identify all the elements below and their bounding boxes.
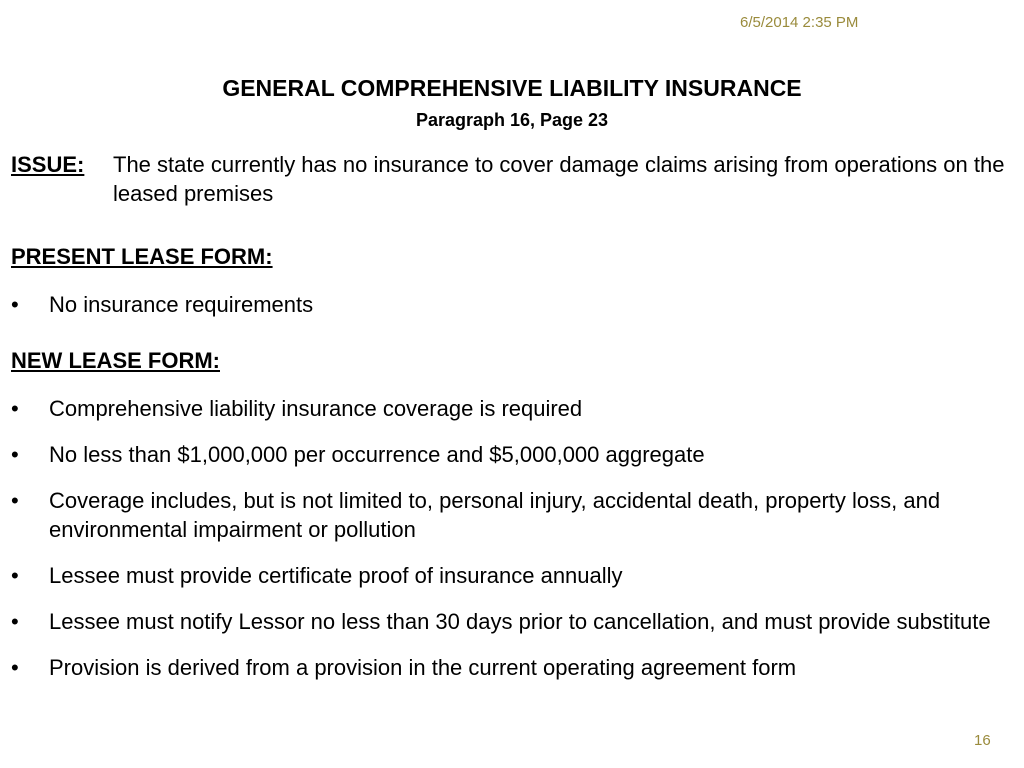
new-lease-list <box>11 394 1001 699</box>
slide-datetime: 6/5/2014 2:35 PM <box>740 14 859 31</box>
bullet-icon: • <box>11 292 19 317</box>
list-item <box>11 394 1001 423</box>
issue-text: The state currently has no insurance to cover damage claims arising from operations on the leased premises <box>113 152 1005 206</box>
list-item-text: No insurance requirements <box>49 292 314 317</box>
list-item-text: Provision is derived from a provision in the current operating agreement form <box>49 655 797 680</box>
list-item <box>11 440 1001 469</box>
list-item <box>11 290 1001 319</box>
list-item-text: Lessee must notify Lessor no less than 30 days prior to cancellation, and must provide substitute <box>49 609 991 634</box>
new-lease-heading: NEW LEASE FORM: <box>11 348 220 373</box>
issue-section <box>11 150 1011 208</box>
present-lease-heading: PRESENT LEASE FORM: <box>11 244 273 269</box>
bullet-icon: • <box>11 563 19 588</box>
bullet-icon: • <box>11 442 19 467</box>
list-item <box>11 607 1001 636</box>
page-number: 16 <box>974 732 991 749</box>
list-item <box>11 653 1001 682</box>
list-item-text: No less than $1,000,000 per occurrence and $5,000,000 aggregate <box>49 442 705 467</box>
bullet-icon: • <box>11 655 19 680</box>
slide-title: GENERAL COMPREHENSIVE LIABILITY INSURANCE <box>222 75 802 101</box>
list-item-text: Lessee must provide certificate proof of insurance annually <box>49 563 623 588</box>
list-item-text: Coverage includes, but is not limited to, personal injury, accidental death, property loss, and environmental impairment or pollution <box>49 488 941 542</box>
list-item <box>11 561 1001 590</box>
list-item-text: Comprehensive liability insurance coverage is required <box>49 396 583 421</box>
slide-subtitle: Paragraph 16, Page 23 <box>415 110 609 130</box>
issue-label: ISSUE: <box>11 152 85 177</box>
present-lease-list <box>11 290 1001 336</box>
list-item <box>11 486 1001 544</box>
bullet-icon: • <box>11 609 19 634</box>
bullet-icon: • <box>11 396 19 421</box>
bullet-icon: • <box>11 488 19 513</box>
